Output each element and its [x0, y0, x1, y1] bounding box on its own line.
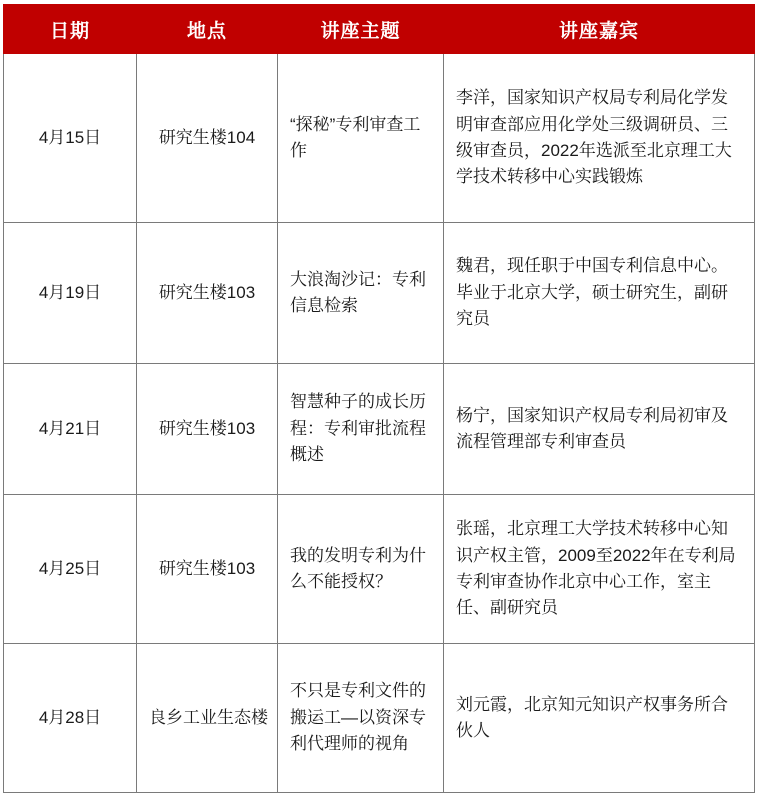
cell-guest: 李洋，国家知识产权局专利局化学发明审查部应用化学处三级调研员、三级审查员，2022年选派至北京理工大学技术转移中心实践锻炼: [444, 54, 755, 223]
cell-date: 4月25日: [4, 495, 137, 644]
cell-topic: 大浪淘沙记：专利信息检索: [278, 223, 444, 364]
cell-date: 4月19日: [4, 223, 137, 364]
cell-location: 研究生楼103: [137, 364, 278, 495]
cell-date: 4月21日: [4, 364, 137, 495]
table-row: [4, 644, 755, 793]
cell-location: 研究生楼104: [137, 54, 278, 223]
cell-date: 4月28日: [4, 644, 137, 793]
column-header-date: 日期: [4, 5, 137, 54]
column-header-location: 地点: [137, 5, 278, 54]
lecture-schedule-table: [3, 4, 755, 793]
table-header-row: [4, 5, 755, 54]
table-row: [4, 54, 755, 223]
cell-date: 4月15日: [4, 54, 137, 223]
cell-location: 研究生楼103: [137, 495, 278, 644]
cell-guest: 魏君，现任职于中国专利信息中心。毕业于北京大学，硕士研究生，副研究员: [444, 223, 755, 364]
column-header-guest: 讲座嘉宾: [444, 5, 755, 54]
cell-topic: 不只是专利文件的搬运工—以资深专利代理师的视角: [278, 644, 444, 793]
cell-guest: 张瑶，北京理工大学技术转移中心知识产权主管，2009至2022年在专利局专利审查协作北京中心工作，室主任、副研究员: [444, 495, 755, 644]
table-row: [4, 364, 755, 495]
cell-topic: 我的发明专利为什么不能授权？: [278, 495, 444, 644]
cell-topic: 智慧种子的成长历程：专利审批流程概述: [278, 364, 444, 495]
table-row: [4, 223, 755, 364]
table-row: [4, 495, 755, 644]
cell-topic: “探秘”专利审查工作: [278, 54, 444, 223]
cell-location: 良乡工业生态楼: [137, 644, 278, 793]
column-header-topic: 讲座主题: [278, 5, 444, 54]
cell-location: 研究生楼103: [137, 223, 278, 364]
cell-guest: 刘元霞，北京知元知识产权事务所合伙人: [444, 644, 755, 793]
cell-guest: 杨宁，国家知识产权局专利局初审及流程管理部专利审查员: [444, 364, 755, 495]
